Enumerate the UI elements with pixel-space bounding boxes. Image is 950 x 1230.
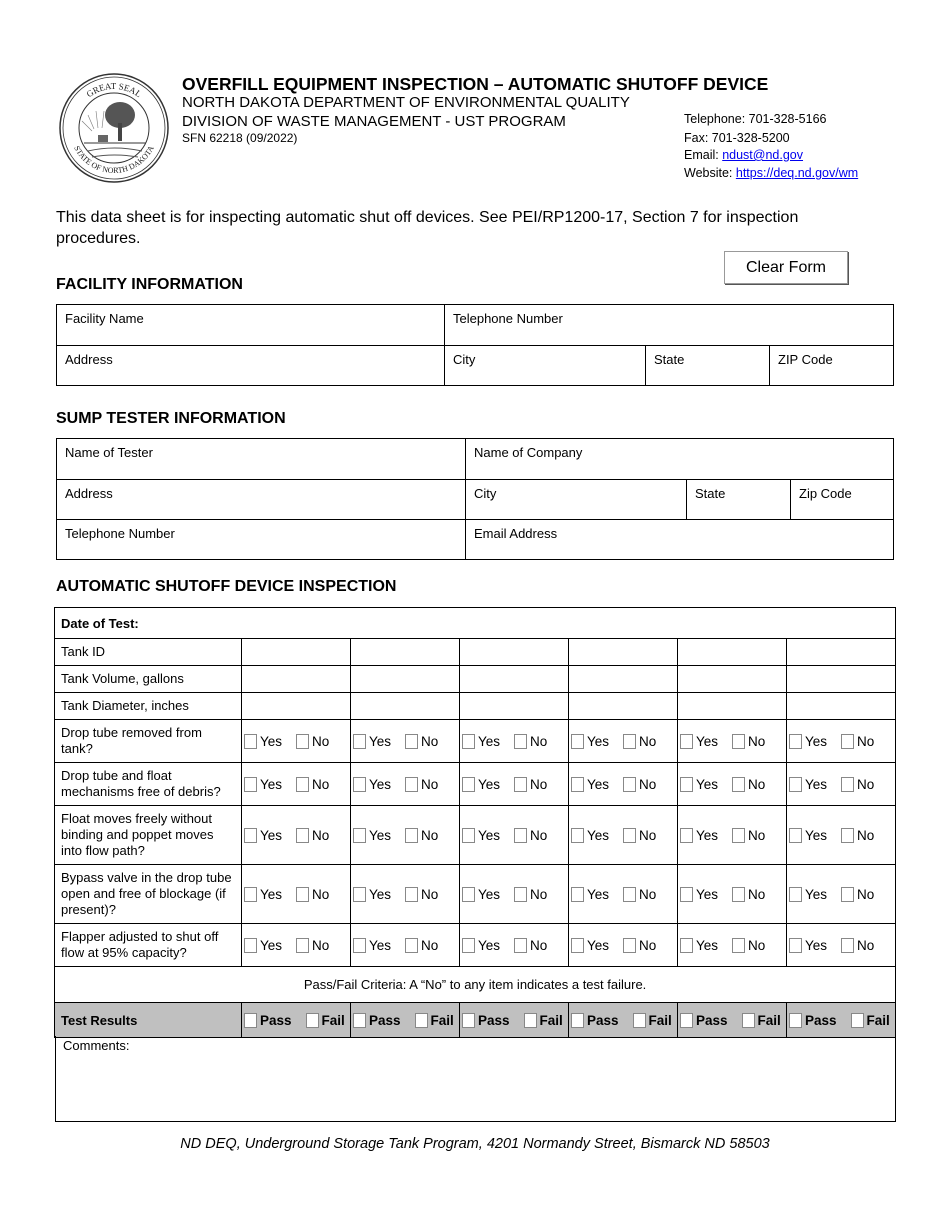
no-checkbox[interactable] <box>732 828 745 843</box>
yes-checkbox[interactable] <box>680 734 693 749</box>
tester-telephone-field[interactable] <box>57 519 465 559</box>
option-cell <box>242 720 351 763</box>
yes-label: Yes <box>260 938 283 954</box>
yes-label: Yes <box>696 938 719 954</box>
yes-checkbox[interactable] <box>789 734 802 749</box>
yes-checkbox[interactable] <box>571 828 584 843</box>
pass-checkbox[interactable] <box>789 1013 802 1028</box>
contact-website <box>684 166 858 180</box>
clear-form-button[interactable]: Clear Form <box>724 251 848 284</box>
no-label: No <box>748 938 766 954</box>
no-checkbox[interactable] <box>732 938 745 953</box>
tank-volume-input[interactable] <box>678 666 787 693</box>
facility-name-field[interactable] <box>57 305 444 345</box>
yes-checkbox[interactable] <box>789 938 802 953</box>
facility-telephone-label: Telephone Number <box>453 311 563 326</box>
option-cell <box>569 720 678 763</box>
intro-text: This data sheet is for inspecting automatic shut off devices. See PEI/RP1200-17, Section 7 for inspection procedures. <box>56 209 799 247</box>
no-checkbox[interactable] <box>405 887 418 902</box>
yes-checkbox[interactable] <box>462 887 475 902</box>
yes-label: Yes <box>478 828 501 844</box>
tank-id-input[interactable] <box>460 639 569 666</box>
fail-checkbox[interactable] <box>633 1013 646 1028</box>
department-name: NORTH DAKOTA DEPARTMENT OF ENVIRONMENTAL QUALITY <box>182 94 630 111</box>
option-cell <box>460 763 569 806</box>
facility-state-label: State <box>654 352 685 367</box>
website-label: Website: <box>684 166 736 180</box>
yes-label: Yes <box>696 828 719 844</box>
yes-checkbox[interactable] <box>680 828 693 843</box>
no-checkbox[interactable] <box>514 734 527 749</box>
tester-zip-field[interactable] <box>790 479 893 519</box>
yes-label: Yes <box>369 777 392 793</box>
no-label: No <box>421 828 439 844</box>
yes-label: Yes <box>587 777 610 793</box>
tester-state-field[interactable] <box>686 479 790 519</box>
fail-label: Fail <box>539 1013 563 1029</box>
facility-city-field[interactable] <box>444 345 645 385</box>
yes-label: Yes <box>696 734 719 750</box>
no-label: No <box>421 887 439 903</box>
pass-checkbox[interactable] <box>571 1013 584 1028</box>
yes-checkbox[interactable] <box>680 887 693 902</box>
email-link[interactable]: ndust@nd.gov <box>722 148 804 162</box>
no-checkbox[interactable] <box>405 734 418 749</box>
no-checkbox[interactable] <box>296 734 309 749</box>
no-checkbox[interactable] <box>296 938 309 953</box>
yes-checkbox[interactable] <box>789 887 802 902</box>
facility-info-box <box>56 304 894 386</box>
option-cell <box>242 865 351 924</box>
tank-id-input[interactable] <box>351 639 460 666</box>
option-cell <box>242 763 351 806</box>
question-row <box>55 865 896 924</box>
email-label: Email: <box>684 148 723 162</box>
tank-diameter-label: Tank Diameter, inches <box>55 693 242 720</box>
yes-label: Yes <box>260 887 283 903</box>
yes-checkbox[interactable] <box>571 887 584 902</box>
yes-label: Yes <box>369 887 392 903</box>
division-name: DIVISION OF WASTE MANAGEMENT - UST PROGRAM <box>182 113 566 130</box>
tank-diameter-input[interactable] <box>351 693 460 720</box>
fail-label: Fail <box>648 1013 672 1029</box>
yes-label: Yes <box>805 938 828 954</box>
yes-checkbox[interactable] <box>353 887 366 902</box>
facility-address-label: Address <box>65 352 113 367</box>
no-label: No <box>312 887 330 903</box>
svg-text:STATE OF NORTH DAKOTA: STATE OF NORTH DAKOTA <box>72 144 156 176</box>
option-cell <box>460 924 569 967</box>
yes-label: Yes <box>696 777 719 793</box>
option-cell <box>569 865 678 924</box>
state-seal-logo <box>58 71 170 185</box>
no-label: No <box>857 777 875 793</box>
contact-telephone: Telephone: 701-328-5166 <box>684 112 827 126</box>
option-cell <box>787 763 896 806</box>
option-cell <box>351 720 460 763</box>
tester-state-label: State <box>695 486 726 501</box>
tank-volume-input[interactable] <box>460 666 569 693</box>
no-checkbox[interactable] <box>405 777 418 792</box>
pass-label: Pass <box>805 1013 837 1029</box>
yes-checkbox[interactable] <box>244 777 257 792</box>
tester-city-label: City <box>474 486 497 501</box>
no-label: No <box>530 734 548 750</box>
no-label: No <box>530 887 548 903</box>
tester-address-field[interactable] <box>57 479 465 519</box>
form-number: SFN 62218 (09/2022) <box>182 131 298 145</box>
no-label: No <box>639 887 657 903</box>
no-checkbox[interactable] <box>514 777 527 792</box>
yes-label: Yes <box>805 828 828 844</box>
pass-label: Pass <box>587 1013 619 1029</box>
option-cell <box>351 865 460 924</box>
tester-name-field[interactable] <box>57 439 465 479</box>
no-label: No <box>857 734 875 750</box>
yes-checkbox[interactable] <box>244 734 257 749</box>
tester-name-label: Name of Tester <box>65 445 153 460</box>
option-cell <box>678 806 787 865</box>
yes-checkbox[interactable] <box>244 887 257 902</box>
option-cell <box>351 1003 460 1038</box>
option-cell <box>460 1003 569 1038</box>
tank-id-row <box>55 639 896 666</box>
yes-checkbox[interactable] <box>353 828 366 843</box>
no-label: No <box>530 938 548 954</box>
no-label: No <box>748 734 766 750</box>
tank-id-input[interactable] <box>787 639 896 666</box>
option-cell <box>460 720 569 763</box>
tank-id-input[interactable] <box>678 639 787 666</box>
footer-address: ND DEQ, Underground Storage Tank Program, 4201 Normandy Street, Bismarck ND 58503 <box>180 1136 770 1152</box>
question-row <box>55 806 896 865</box>
tester-heading: SUMP TESTER INFORMATION <box>56 410 286 427</box>
no-checkbox[interactable] <box>841 734 854 749</box>
question-label: Drop tube and float mechanisms free of debris? <box>55 763 242 806</box>
fail-checkbox[interactable] <box>524 1013 537 1028</box>
no-label: No <box>312 828 330 844</box>
no-checkbox[interactable] <box>732 887 745 902</box>
yes-checkbox[interactable] <box>353 938 366 953</box>
no-checkbox[interactable] <box>296 777 309 792</box>
option-cell <box>460 865 569 924</box>
yes-checkbox[interactable] <box>680 938 693 953</box>
no-checkbox[interactable] <box>405 828 418 843</box>
no-label: No <box>312 777 330 793</box>
no-checkbox[interactable] <box>841 777 854 792</box>
yes-label: Yes <box>805 777 828 793</box>
tester-zip-label: Zip Code <box>799 486 852 501</box>
test-results-label: Test Results <box>55 1003 242 1038</box>
yes-label: Yes <box>587 734 610 750</box>
yes-checkbox[interactable] <box>244 828 257 843</box>
yes-label: Yes <box>478 887 501 903</box>
no-label: No <box>857 828 875 844</box>
yes-label: Yes <box>478 938 501 954</box>
question-label: Bypass valve in the drop tube open and free of blockage (if present)? <box>55 865 242 924</box>
yes-label: Yes <box>260 734 283 750</box>
tank-diameter-input[interactable] <box>678 693 787 720</box>
yes-checkbox[interactable] <box>462 734 475 749</box>
yes-checkbox[interactable] <box>789 777 802 792</box>
yes-label: Yes <box>478 734 501 750</box>
fail-label: Fail <box>321 1013 345 1029</box>
option-cell <box>351 763 460 806</box>
question-row <box>55 763 896 806</box>
tank-diameter-input[interactable] <box>242 693 351 720</box>
facility-telephone-field[interactable] <box>444 305 893 345</box>
option-cell <box>787 806 896 865</box>
option-cell <box>678 1003 787 1038</box>
no-label: No <box>639 734 657 750</box>
tank-volume-label: Tank Volume, gallons <box>55 666 242 693</box>
no-label: No <box>421 777 439 793</box>
tank-volume-input[interactable] <box>569 666 678 693</box>
no-checkbox[interactable] <box>514 828 527 843</box>
yes-checkbox[interactable] <box>353 777 366 792</box>
no-label: No <box>530 828 548 844</box>
fail-checkbox[interactable] <box>306 1013 319 1028</box>
pass-label: Pass <box>478 1013 510 1029</box>
tester-telephone-label: Telephone Number <box>65 526 175 541</box>
option-cell <box>242 1003 351 1038</box>
no-label: No <box>421 938 439 954</box>
facility-name-label: Facility Name <box>65 311 144 326</box>
form-title: OVERFILL EQUIPMENT INSPECTION – AUTOMATIC SHUTOFF DEVICE <box>182 74 769 94</box>
option-cell <box>351 806 460 865</box>
pass-label: Pass <box>260 1013 292 1029</box>
fail-checkbox[interactable] <box>415 1013 428 1028</box>
yes-checkbox[interactable] <box>571 777 584 792</box>
yes-label: Yes <box>369 734 392 750</box>
comments-label: Comments: <box>63 1038 130 1053</box>
no-checkbox[interactable] <box>841 887 854 902</box>
yes-label: Yes <box>587 938 610 954</box>
pass-checkbox[interactable] <box>680 1013 693 1028</box>
option-cell <box>569 763 678 806</box>
no-checkbox[interactable] <box>623 828 636 843</box>
date-of-test-field[interactable] <box>55 608 896 639</box>
no-checkbox[interactable] <box>514 887 527 902</box>
contact-fax: Fax: 701-328-5200 <box>684 131 790 145</box>
no-label: No <box>312 938 330 954</box>
option-cell <box>678 865 787 924</box>
inspection-table <box>54 607 896 1038</box>
yes-label: Yes <box>805 734 828 750</box>
facility-zip-field[interactable] <box>769 345 893 385</box>
tank-volume-input[interactable] <box>351 666 460 693</box>
website-link[interactable]: https://deq.nd.gov/wm <box>735 166 859 180</box>
option-cell <box>678 763 787 806</box>
no-label: No <box>748 777 766 793</box>
contact-email <box>684 148 803 162</box>
tester-company-field[interactable] <box>465 439 893 479</box>
question-label: Float moves freely without binding and poppet moves into flow path? <box>55 806 242 865</box>
no-label: No <box>530 777 548 793</box>
inspection-heading: AUTOMATIC SHUTOFF DEVICE INSPECTION <box>56 578 397 595</box>
tank-volume-input[interactable] <box>787 666 896 693</box>
pass-checkbox[interactable] <box>462 1013 475 1028</box>
tank-diameter-input[interactable] <box>787 693 896 720</box>
no-label: No <box>421 734 439 750</box>
no-label: No <box>639 938 657 954</box>
no-label: No <box>857 887 875 903</box>
facility-city-label: City <box>453 352 476 367</box>
no-label: No <box>857 938 875 954</box>
tester-info-box <box>56 438 894 560</box>
option-cell <box>351 924 460 967</box>
option-cell <box>787 924 896 967</box>
yes-label: Yes <box>478 777 501 793</box>
pass-checkbox[interactable] <box>353 1013 366 1028</box>
no-checkbox[interactable] <box>841 938 854 953</box>
no-checkbox[interactable] <box>732 734 745 749</box>
no-label: No <box>748 828 766 844</box>
no-checkbox[interactable] <box>732 777 745 792</box>
tester-company-label: Name of Company <box>474 445 583 460</box>
pass-label: Pass <box>369 1013 401 1029</box>
yes-label: Yes <box>696 887 719 903</box>
yes-checkbox[interactable] <box>353 734 366 749</box>
tester-email-field[interactable] <box>465 519 893 559</box>
option-cell <box>678 924 787 967</box>
no-checkbox[interactable] <box>514 938 527 953</box>
question-label: Flapper adjusted to shut off flow at 95% capacity? <box>55 924 242 967</box>
option-cell <box>787 865 896 924</box>
facility-heading: FACILITY INFORMATION <box>56 276 243 293</box>
pass-label: Pass <box>696 1013 728 1029</box>
option-cell <box>569 924 678 967</box>
tank-volume-input[interactable] <box>242 666 351 693</box>
tank-id-input[interactable] <box>569 639 678 666</box>
question-label: Drop tube removed from tank? <box>55 720 242 763</box>
yes-checkbox[interactable] <box>244 938 257 953</box>
fail-checkbox[interactable] <box>851 1013 864 1028</box>
option-cell <box>569 1003 678 1038</box>
yes-checkbox[interactable] <box>571 734 584 749</box>
tester-email-label: Email Address <box>474 526 558 541</box>
yes-label: Yes <box>260 777 283 793</box>
yes-label: Yes <box>260 828 283 844</box>
no-checkbox[interactable] <box>405 938 418 953</box>
option-cell <box>569 806 678 865</box>
yes-checkbox[interactable] <box>789 828 802 843</box>
facility-zip-label: ZIP Code <box>778 352 833 367</box>
fail-label: Fail <box>430 1013 454 1029</box>
question-row <box>55 720 896 763</box>
no-checkbox[interactable] <box>623 734 636 749</box>
tank-diameter-input[interactable] <box>569 693 678 720</box>
tank-diameter-input[interactable] <box>460 693 569 720</box>
no-checkbox[interactable] <box>296 828 309 843</box>
tester-city-field[interactable] <box>465 479 686 519</box>
date-of-test-label: Date of Test: <box>61 615 139 631</box>
yes-checkbox[interactable] <box>680 777 693 792</box>
yes-label: Yes <box>805 887 828 903</box>
yes-checkbox[interactable] <box>462 938 475 953</box>
tank-id-label: Tank ID <box>55 639 242 666</box>
tank-id-input[interactable] <box>242 639 351 666</box>
yes-checkbox[interactable] <box>462 777 475 792</box>
yes-label: Yes <box>369 828 392 844</box>
yes-label: Yes <box>369 938 392 954</box>
no-label: No <box>639 777 657 793</box>
fail-label: Fail <box>866 1013 890 1029</box>
option-cell <box>460 806 569 865</box>
option-cell <box>242 924 351 967</box>
no-label: No <box>312 734 330 750</box>
fail-label: Fail <box>757 1013 781 1029</box>
option-cell <box>787 1003 896 1038</box>
no-checkbox[interactable] <box>841 828 854 843</box>
option-cell <box>787 720 896 763</box>
tank-diameter-row <box>55 693 896 720</box>
pass-checkbox[interactable] <box>244 1013 257 1028</box>
yes-label: Yes <box>587 828 610 844</box>
yes-checkbox[interactable] <box>462 828 475 843</box>
facility-state-field[interactable] <box>645 345 769 385</box>
option-cell <box>678 720 787 763</box>
svg-text:GREAT SEAL: GREAT SEAL <box>84 80 144 100</box>
no-checkbox[interactable] <box>296 887 309 902</box>
no-checkbox[interactable] <box>623 777 636 792</box>
fail-checkbox[interactable] <box>742 1013 755 1028</box>
comments-field[interactable] <box>55 1036 896 1122</box>
no-label: No <box>748 887 766 903</box>
question-row <box>55 924 896 967</box>
pass-fail-criteria: Pass/Fail Criteria: A “No” to any item indicates a test failure. <box>55 967 896 1003</box>
facility-address-field[interactable] <box>57 345 444 385</box>
no-checkbox[interactable] <box>623 887 636 902</box>
option-cell <box>242 806 351 865</box>
no-checkbox[interactable] <box>623 938 636 953</box>
no-label: No <box>639 828 657 844</box>
yes-label: Yes <box>587 887 610 903</box>
yes-checkbox[interactable] <box>571 938 584 953</box>
tank-volume-row <box>55 666 896 693</box>
tester-address-label: Address <box>65 486 113 501</box>
